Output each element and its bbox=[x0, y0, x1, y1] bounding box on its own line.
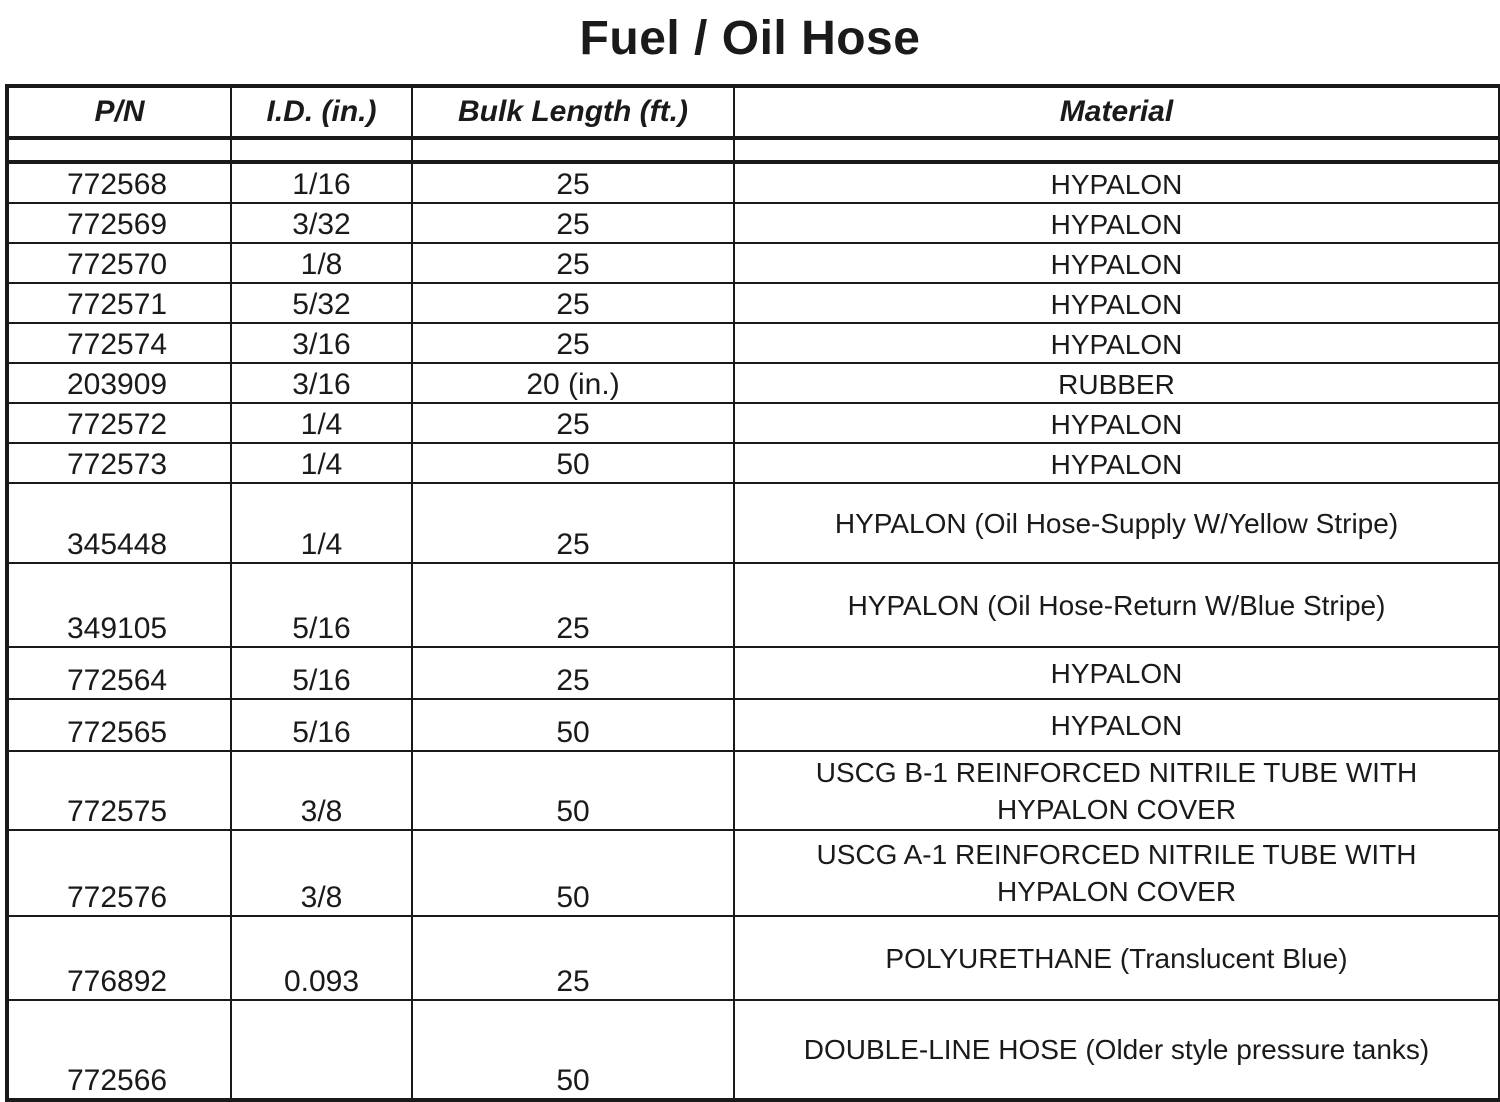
id-cell: 5/16 bbox=[231, 647, 412, 699]
id-cell: 5/16 bbox=[231, 699, 412, 751]
length-cell: 25 bbox=[412, 243, 734, 283]
table-row bbox=[7, 203, 1500, 243]
table-row bbox=[7, 162, 1500, 203]
length-cell: 50 bbox=[412, 751, 734, 830]
id-cell: 3/32 bbox=[231, 203, 412, 243]
material-cell: HYPALON bbox=[734, 647, 1500, 699]
table-row bbox=[7, 363, 1500, 403]
length-cell: 50 bbox=[412, 443, 734, 483]
material-cell: HYPALON bbox=[734, 403, 1500, 443]
spacer-cell bbox=[734, 138, 1500, 162]
length-cell: 25 bbox=[412, 283, 734, 323]
material-cell: HYPALON bbox=[734, 162, 1500, 203]
header-row bbox=[7, 86, 1500, 138]
table-row bbox=[7, 283, 1500, 323]
table-row bbox=[7, 916, 1500, 1000]
material-cell: HYPALON bbox=[734, 283, 1500, 323]
table-row bbox=[7, 403, 1500, 443]
table-row bbox=[7, 751, 1500, 830]
material-cell: USCG B-1 REINFORCED NITRILE TUBE WITH HYPALON COVER bbox=[734, 751, 1500, 830]
table-row bbox=[7, 1000, 1500, 1100]
spacer-cell bbox=[412, 138, 734, 162]
pn-cell: 203909 bbox=[7, 363, 231, 403]
material-cell: HYPALON bbox=[734, 443, 1500, 483]
pn-cell: 772571 bbox=[7, 283, 231, 323]
header-length: Bulk Length (ft.) bbox=[412, 86, 734, 138]
table-row bbox=[7, 699, 1500, 751]
length-cell: 50 bbox=[412, 830, 734, 916]
id-cell: 1/8 bbox=[231, 243, 412, 283]
table-row bbox=[7, 243, 1500, 283]
header-pn: P/N bbox=[7, 86, 231, 138]
table-row bbox=[7, 830, 1500, 916]
length-cell: 20 (in.) bbox=[412, 363, 734, 403]
table-row bbox=[7, 563, 1500, 647]
pn-cell: 349105 bbox=[7, 563, 231, 647]
table-row bbox=[7, 483, 1500, 563]
length-cell: 50 bbox=[412, 699, 734, 751]
pn-cell: 772573 bbox=[7, 443, 231, 483]
length-cell: 25 bbox=[412, 203, 734, 243]
id-cell: 1/4 bbox=[231, 483, 412, 563]
length-cell: 25 bbox=[412, 403, 734, 443]
id-cell: 1/4 bbox=[231, 403, 412, 443]
material-cell: HYPALON bbox=[734, 243, 1500, 283]
id-cell: 1/4 bbox=[231, 443, 412, 483]
pn-cell: 772565 bbox=[7, 699, 231, 751]
header-id: I.D. (in.) bbox=[231, 86, 412, 138]
material-cell: HYPALON bbox=[734, 203, 1500, 243]
id-cell: 3/8 bbox=[231, 751, 412, 830]
spacer-cell bbox=[231, 138, 412, 162]
id-cell: 0.093 bbox=[231, 916, 412, 1000]
table-row bbox=[7, 443, 1500, 483]
id-cell bbox=[231, 1000, 412, 1100]
pn-cell: 345448 bbox=[7, 483, 231, 563]
length-cell: 25 bbox=[412, 916, 734, 1000]
material-cell: HYPALON (Oil Hose-Return W/Blue Stripe) bbox=[734, 563, 1500, 647]
material-cell: POLYURETHANE (Translucent Blue) bbox=[734, 916, 1500, 1000]
pn-cell: 772569 bbox=[7, 203, 231, 243]
id-cell: 5/32 bbox=[231, 283, 412, 323]
pn-cell: 772566 bbox=[7, 1000, 231, 1100]
id-cell: 3/8 bbox=[231, 830, 412, 916]
length-cell: 25 bbox=[412, 563, 734, 647]
length-cell: 25 bbox=[412, 647, 734, 699]
material-cell: HYPALON bbox=[734, 323, 1500, 363]
id-cell: 1/16 bbox=[231, 162, 412, 203]
pn-cell: 772572 bbox=[7, 403, 231, 443]
pn-cell: 776892 bbox=[7, 916, 231, 1000]
id-cell: 3/16 bbox=[231, 363, 412, 403]
material-cell: DOUBLE-LINE HOSE (Older style pressure tanks) bbox=[734, 1000, 1500, 1100]
header-material: Material bbox=[734, 86, 1500, 138]
pn-cell: 772568 bbox=[7, 162, 231, 203]
spacer-row bbox=[7, 138, 1500, 162]
material-cell: RUBBER bbox=[734, 363, 1500, 403]
pn-cell: 772570 bbox=[7, 243, 231, 283]
length-cell: 50 bbox=[412, 1000, 734, 1100]
length-cell: 25 bbox=[412, 162, 734, 203]
material-cell: HYPALON (Oil Hose-Supply W/Yellow Stripe) bbox=[734, 483, 1500, 563]
length-cell: 25 bbox=[412, 323, 734, 363]
pn-cell: 772576 bbox=[7, 830, 231, 916]
id-cell: 3/16 bbox=[231, 323, 412, 363]
pn-cell: 772575 bbox=[7, 751, 231, 830]
table-row bbox=[7, 647, 1500, 699]
spacer-cell bbox=[7, 138, 231, 162]
table-row bbox=[7, 323, 1500, 363]
id-cell: 5/16 bbox=[231, 563, 412, 647]
pn-cell: 772564 bbox=[7, 647, 231, 699]
material-cell: HYPALON bbox=[734, 699, 1500, 751]
material-cell: USCG A-1 REINFORCED NITRILE TUBE WITH HYPALON COVER bbox=[734, 830, 1500, 916]
pn-cell: 772574 bbox=[7, 323, 231, 363]
page-title: Fuel / Oil Hose bbox=[579, 12, 921, 65]
hose-table bbox=[5, 84, 1500, 1102]
length-cell: 25 bbox=[412, 483, 734, 563]
